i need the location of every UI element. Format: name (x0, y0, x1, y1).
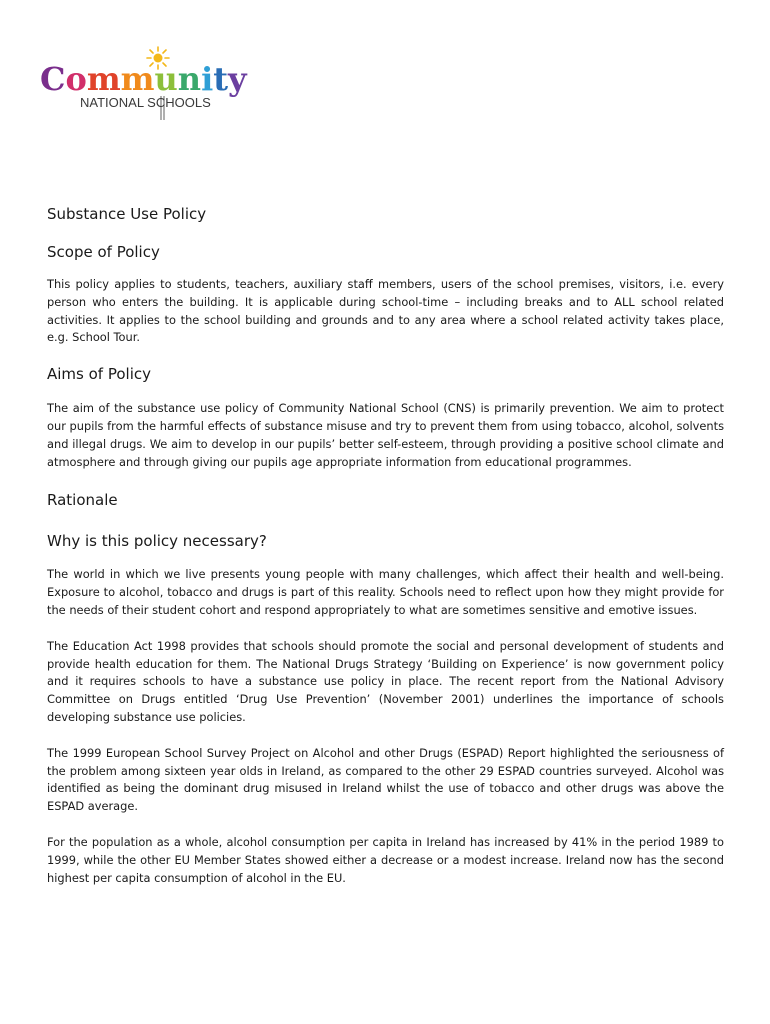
aims-paragraph: The aim of the substance use policy of Community National School (CNS) is primarily prevention. We aim to protect our pupils from the harmful effects of substance misuse and try to prevent them from using tobacco, alcohol, solvents and illegal drugs. We aim to develop in our pupils’ better self-esteem, through providing a positive school climate and atmosphere and through giving our pupils age appropriate information from educational programmes. (47, 401, 724, 469)
rationale-paragraph-1: The world in which we live presents young people with many challenges, which affect their health and well-being. Exposure to alcohol, tobacco and drugs is part of this reality. Schools need to reflect upon how they might provide for the needs of their student cohort and respond appropriately to what are sometimes sensitive and emotive issues. (47, 567, 724, 617)
rationale-paragraph-4: For the population as a whole, alcohol consumption per capita in Ireland has increased by 41% in the period 1989 to 1999, while the other EU Member States showed either a decrease or a modest increase. Ireland now has the second highest per capita consumption of alcohol in the EU. (47, 834, 724, 885)
document-body (47, 203, 724, 887)
logo-subtitle: NATIONAL SCHOOLS (80, 95, 211, 110)
rationale-paragraph-2: The Education Act 1998 provides that schools should promote the social and personal development of students and provide health education for them. The National Drugs Strategy ‘Building on Experience’ is now government policy and it requires schools to have a substance use policy in place. The recent report from the National Advisory Committee on Drugs entitled ‘Drug Use Prevention’ (November 2001) underlines the importance of schools developing substance use policies. (47, 638, 724, 724)
logo-wordmark: Community (40, 60, 247, 98)
rationale-paragraph-3: The 1999 European School Survey Project on Alcohol and other Drugs (ESPAD) Report highlighted the seriousness of the problem among sixteen year olds in Ireland, as compared to the other 29 ESPAD countries surveyed. Alcohol was identified as being the dominant drug misused in Ireland whilst the use of tobacco and other drugs was above the ESPAD average. (47, 745, 724, 814)
document-title: Substance Use Policy (47, 205, 207, 223)
scope-heading: Scope of Policy (47, 243, 160, 261)
aims-heading: Aims of Policy (47, 365, 151, 384)
rationale-subheading: Why is this policy necessary? (47, 532, 267, 551)
logo-graphic (40, 44, 247, 124)
rationale-heading: Rationale (47, 491, 118, 510)
community-national-schools-logo (40, 44, 247, 124)
scope-paragraph: This policy applies to students, teachers, auxiliary staff members, users of the school premises, visitors, i.e. every person who enters the building. It is applicable during school-time – including breaks and to ALL school related activities. It applies to the school building and grounds and to any area where a school related activity takes place, e.g. School Tour. (47, 277, 724, 345)
